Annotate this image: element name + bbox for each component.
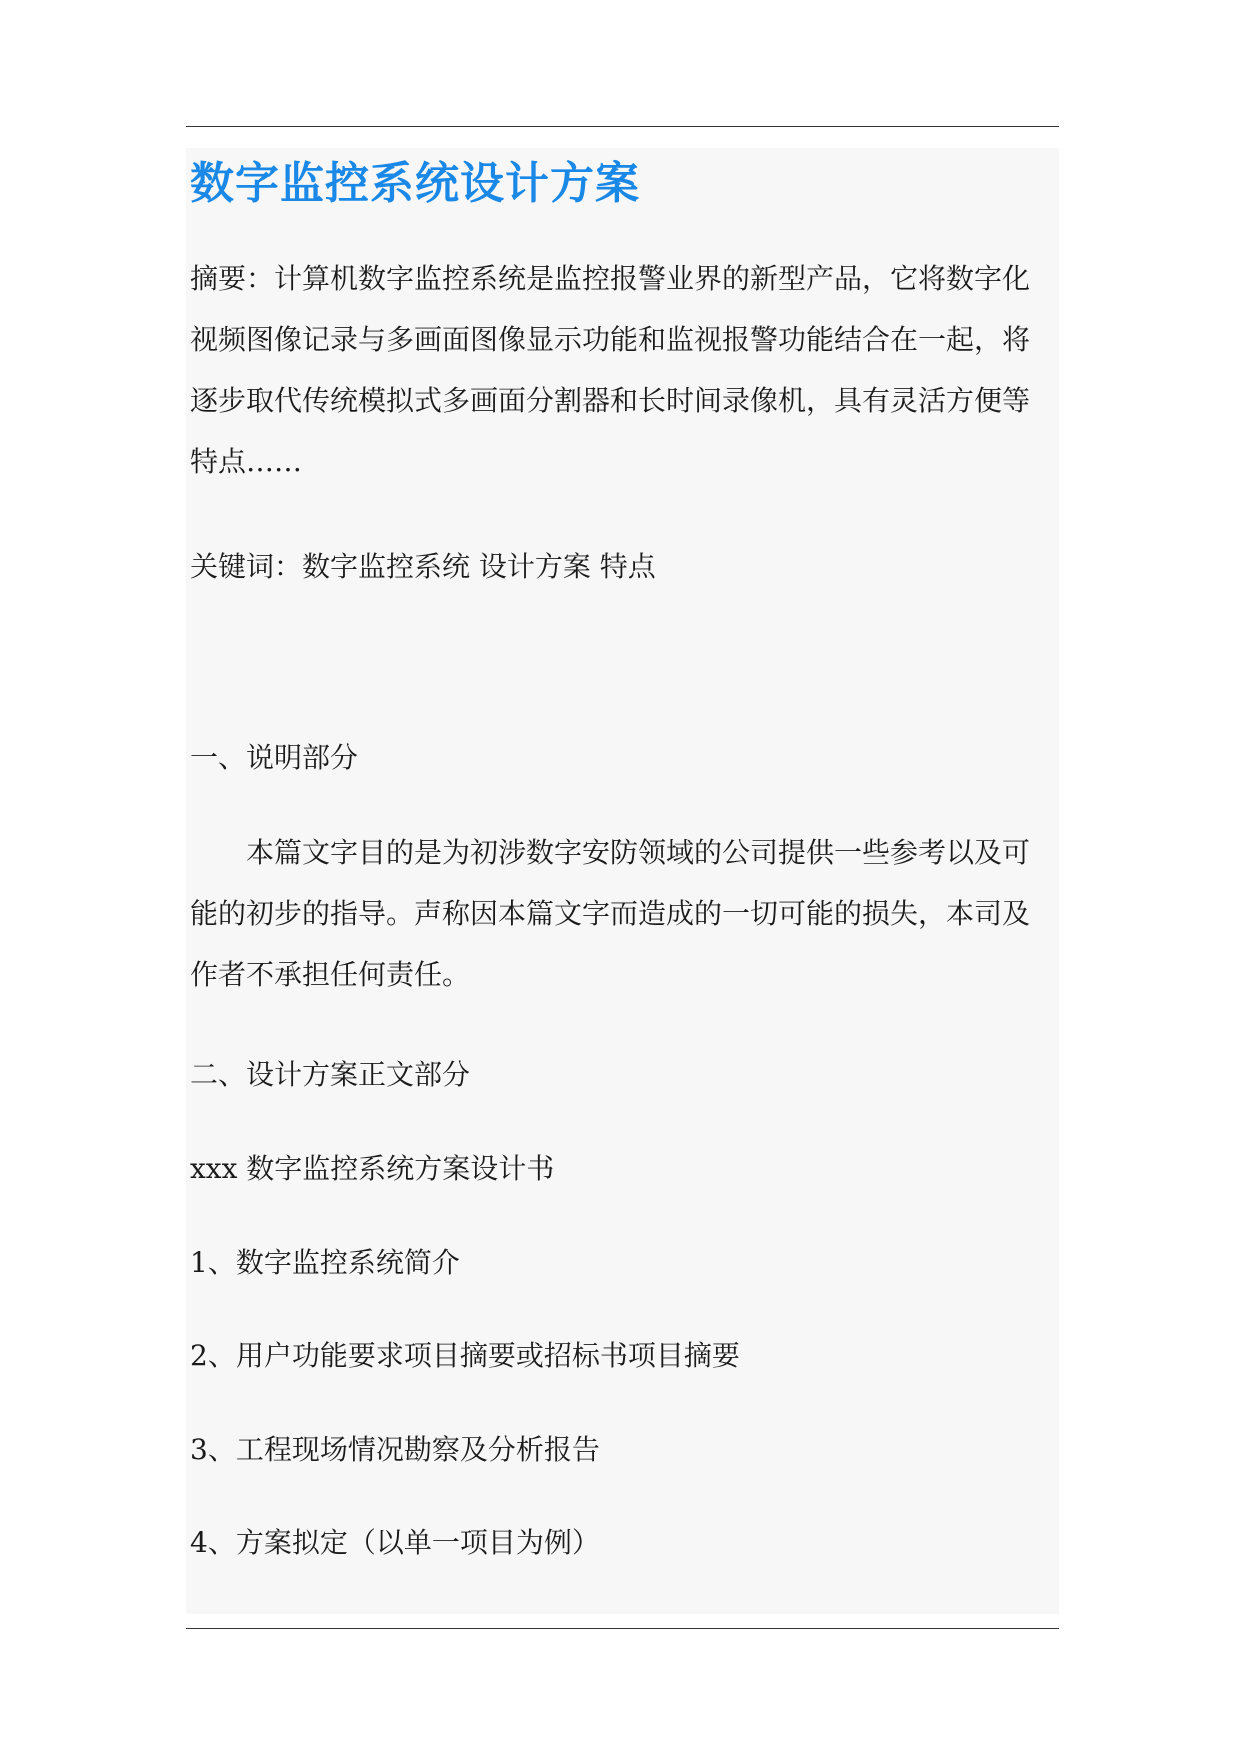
list-item: 3、工程现场情况勘察及分析报告 xyxy=(190,1433,600,1466)
section-heading-explanation: 一、说明部分 xyxy=(190,741,359,774)
list-item: 2、用户功能要求项目摘要或招标书项目摘要 xyxy=(190,1339,740,1372)
document-title: 数字监控系统设计方案 xyxy=(190,158,640,209)
list-item: 1、数字监控系统简介 xyxy=(190,1246,460,1279)
disclaimer-paragraph: 本篇文字目的是为初涉数字安防领域的公司提供一些参考以及可能的初步的指导。声称因本篇文字而造成的一切可能的损失，本司及作者不承担任何责任。 xyxy=(190,836,1031,991)
list-item: 4、方案拟定（以单一项目为例） xyxy=(190,1526,600,1559)
design-document-subtitle: xxx 数字监控系统方案设计书 xyxy=(190,1152,555,1185)
abstract-paragraph: 摘要：计算机数字监控系统是监控报警业界的新型产品，它将数字化视频图像记录与多画面图像显示功能和监视报警功能结合在一起，将逐步取代传统模拟式多画面分割器和长时间录像机，具有灵活方便等特点…… xyxy=(190,262,1031,478)
keywords-line: 关键词：数字监控系统 设计方案 特点 xyxy=(190,550,656,583)
section-heading-design: 二、设计方案正文部分 xyxy=(190,1058,471,1091)
header-rule xyxy=(186,126,1059,127)
footer-rule xyxy=(186,1628,1059,1629)
